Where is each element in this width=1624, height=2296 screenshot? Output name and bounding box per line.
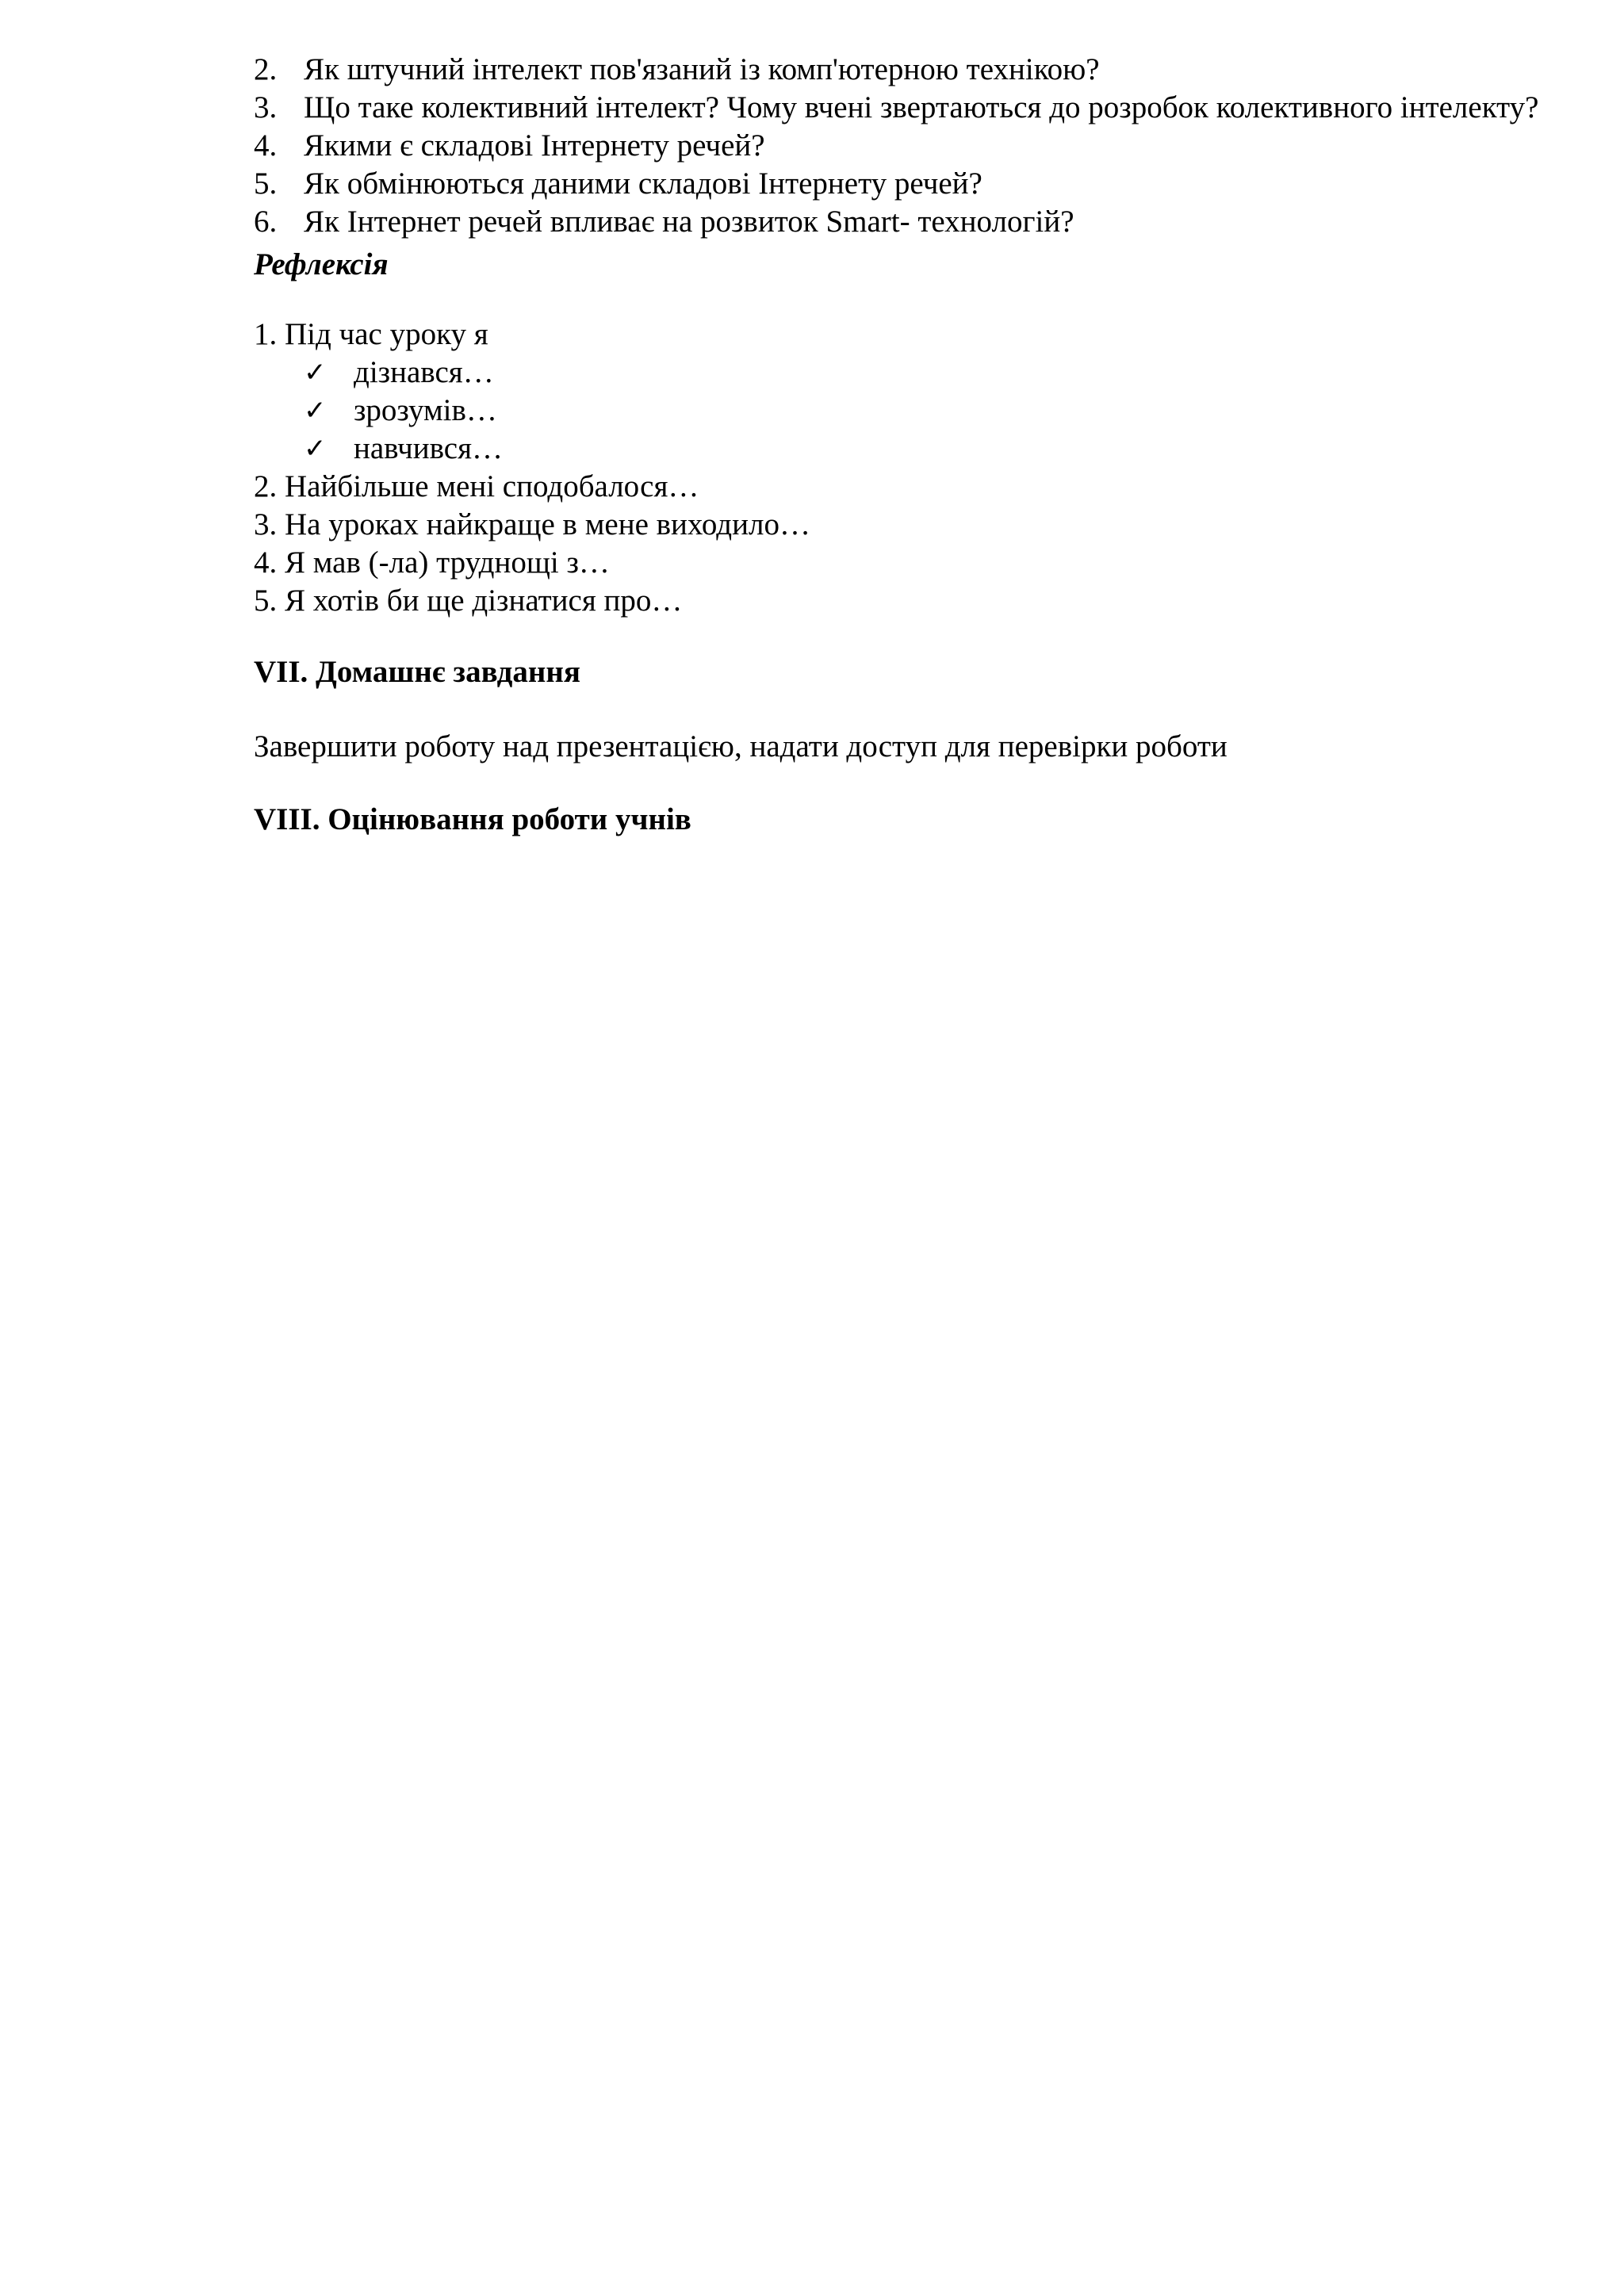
question-item: [254, 89, 1554, 127]
question-item: [254, 165, 1554, 203]
question-text: Як штучний інтелект пов'язаний із комп'ютерною технікою?: [304, 52, 1100, 86]
evaluation-heading: VIII. Оцінювання роботи учнів: [254, 802, 691, 836]
question-number: 3.: [254, 90, 278, 124]
reflection-check-item: [254, 392, 1554, 430]
reflection-check-label: навчився…: [354, 431, 504, 465]
question-number: 4.: [254, 128, 278, 163]
checkmark-icon: ✓: [304, 433, 327, 465]
page-content: [254, 51, 1554, 839]
reflection-check-item: [254, 354, 1554, 392]
question-number: 6.: [254, 205, 278, 239]
question-text: Якими є складові Інтернету речей?: [304, 128, 765, 163]
question-item: [254, 127, 1554, 165]
reflection-heading: Рефлексія: [254, 247, 389, 281]
checkmark-icon: ✓: [304, 357, 327, 388]
reflection-check-item: [254, 430, 1554, 468]
reflection-intro: 1. Під час уроку я: [254, 317, 488, 351]
question-text: Що таке колективний інтелект? Чому вчені звертаються до розробок колективного інтелекту?: [304, 90, 1539, 124]
reflection-check-label: зрозумів…: [354, 393, 497, 427]
reflection-item: 3. На уроках найкраще в мене виходило…: [254, 507, 810, 541]
question-number: 2.: [254, 52, 278, 86]
homework-text: Завершити роботу над презентацією, надати доступ для перевірки роботи: [254, 729, 1228, 763]
reflection-item: 2. Найбільше мені сподобалося…: [254, 469, 699, 503]
reflection-item: 5. Я хотів би ще дізнатися про…: [254, 584, 683, 618]
question-number: 5.: [254, 166, 278, 201]
checkmark-icon: ✓: [304, 395, 327, 427]
reflection-list: [254, 316, 1554, 620]
question-text: Як обмінюються даними складові Інтернету речей?: [304, 166, 982, 201]
reflection-item: 4. Я мав (-ла) труднощі з…: [254, 545, 610, 580]
homework-heading: VII. Домашнє завдання: [254, 655, 580, 689]
question-item: [254, 51, 1554, 89]
question-item: [254, 203, 1554, 241]
question-list: [254, 51, 1554, 241]
reflection-check-label: дізнався…: [354, 355, 494, 389]
question-text: Як Інтернет речей впливає на розвиток Smart- технологій?: [304, 205, 1074, 239]
